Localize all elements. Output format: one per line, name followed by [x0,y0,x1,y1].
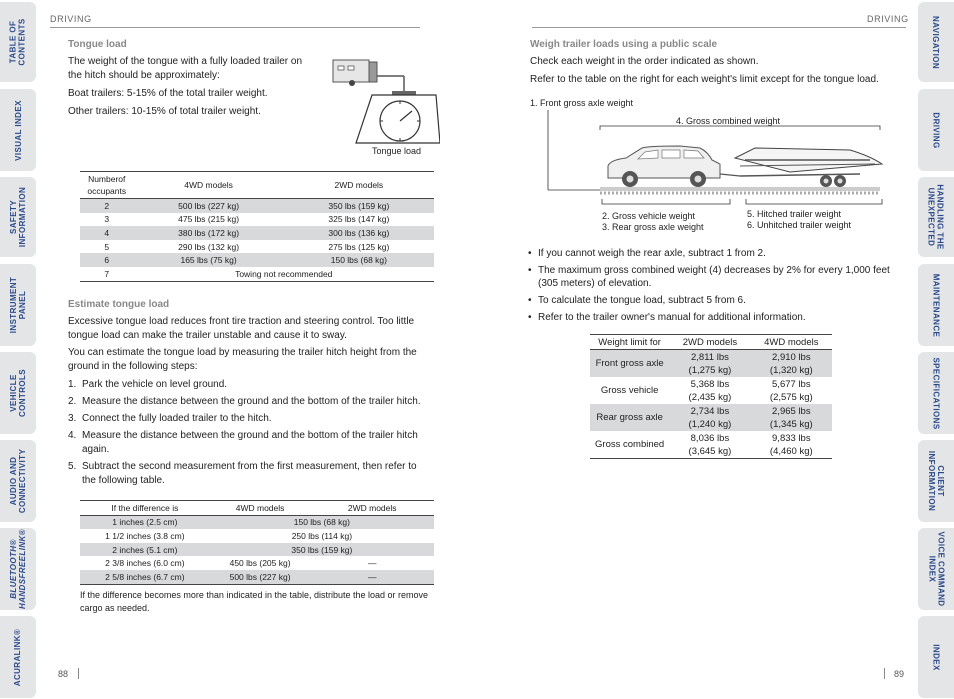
occupants-header: Numberof occupants [80,172,133,199]
boat-trailer-icon [735,148,882,187]
weigh-p1: Check each weight in the order indicated as shown. [530,56,759,67]
table-cell: 6 [80,253,133,267]
table-cell: 2,811 lbs (1,275 kg) [669,350,750,378]
weight-limit-table [590,334,832,459]
difference-footnote: If the difference becomes more than indicated in the table, distribute the load or remove cargo as needed. [80,590,429,613]
right-page-header: DRIVING [867,14,909,24]
list-item: 5. Subtract the second measurement from the first measurement, then refer to the following table. [68,461,417,486]
table-cell: 9,833 lbs (4,460 kg) [751,431,832,459]
4wd-header: 4WD models [133,172,283,199]
hitch-height-difference-table [80,500,434,585]
table-row [590,350,832,378]
list-item: 3. Connect the fully loaded trailer to the hitch. [68,413,272,424]
table-cell: Gross vehicle [600,385,659,396]
table-cell: 5,368 lbs (2,435 kg) [688,378,732,403]
vehicle-trailer-scale-diagram [530,108,902,212]
tab-bluetooth-handsfreelink[interactable]: BLUETOOTH® HANDSFREELINK® [0,528,36,610]
right-section-tabs [918,0,954,699]
table-cell: 500 lbs (227 kg) [133,199,283,213]
tab-client-information[interactable]: CLIENT INFORMATION [918,440,954,522]
2wd-header: 2WD models [284,172,434,199]
label-gross-vehicle-weight: 2. Gross vehicle weight [602,211,696,221]
label-rear-gross-axle-weight: 3. Rear gross axle weight [602,222,704,232]
table-row [590,377,832,404]
left-section-tabs [0,0,36,699]
tab-audio-connectivity[interactable]: AUDIO AND CONNECTIVITY [0,440,36,522]
list-item: • To calculate the tongue load, subtract 5 from 6. [528,294,898,307]
table-cell: 3 [104,214,110,225]
table-row [80,240,434,254]
table-row [590,431,832,459]
tab-table-of-contents[interactable]: TABLE OF CONTENTS [0,2,36,82]
2wd-header: 2WD models [310,501,434,516]
tongue-load-p2: Boat trailers: 5-15% of the total trailer weight. [68,88,268,99]
table-row [80,213,434,227]
tab-visual-index[interactable]: VISUAL INDEX [0,89,36,171]
table-cell: 8,036 lbs (3,645 kg) [669,431,750,459]
table-row [80,226,434,240]
table-cell: 300 lbs (136 kg) [284,226,434,240]
right-header-rule [532,27,906,28]
tab-navigation[interactable]: NAVIGATION [918,2,954,82]
tongue-load-title: Tongue load [68,39,127,50]
weigh-notes-list [528,247,898,328]
tab-maintenance[interactable]: MAINTENANCE [918,264,954,346]
tab-voice-command-index[interactable]: VOICE COMMAND INDEX [918,528,954,610]
table-cell: 1 inches (2.5 cm) [80,515,210,529]
table-cell: 380 lbs (172 kg) [133,226,283,240]
table-row [80,267,434,281]
table-cell: 2,910 lbs (1,320 kg) [751,350,832,378]
table-cell: 4 [80,226,133,240]
page-number-divider [78,668,79,679]
tongue-load-p3: Other trailers: 10-15% of total trailer weight. [68,106,261,117]
table-cell: 350 lbs (159 kg) [210,543,434,557]
table-row [80,529,434,543]
table-row [80,556,434,570]
table-row [80,199,434,213]
label-gross-combined-weight: 4. Gross combined weight [676,116,781,126]
table-cell: 2,734 lbs (1,240 kg) [669,404,750,431]
table-cell: Front gross axle [590,350,669,378]
table-cell: 500 lbs (227 kg) [210,570,311,584]
left-page-header: DRIVING [50,14,92,24]
table-cell: 7 [80,267,133,281]
table-cell: 2,965 lbs (1,345 kg) [751,404,832,431]
table-cell: 290 lbs (132 kg) [178,241,240,252]
2wd-header: 2WD models [669,335,750,350]
weigh-p2: Refer to the table on the right for each weight's limit except for the tongue load. [530,74,879,85]
table-row [80,253,434,267]
tongue-load-figure-caption: Tongue load [372,146,422,156]
table-cell: 5 [104,241,110,252]
table-cell: 325 lbs (147 kg) [328,214,390,225]
tab-specifications[interactable]: SPECIFICATIONS [918,352,954,434]
table-cell: 5,677 lbs (2,575 kg) [769,378,813,403]
table-cell: Gross combined [590,431,669,459]
table-cell: 450 lbs (205 kg) [229,558,291,569]
page-number-divider [884,668,885,679]
left-page-number: 88 [58,669,69,679]
table-cell: — [310,570,434,584]
list-item: 2. Measure the distance between the ground and the bottom of the trailer hitch. [68,396,421,407]
right-page-number: 89 [894,669,905,679]
table-row [80,543,434,557]
list-item: • The maximum gross combined weight (4) decreases by 2% for every 1,000 feet (305 meters) of elevation. [528,264,898,290]
table-cell: 2 3/8 inches (6.0 cm) [105,558,185,569]
table-cell: 150 lbs (68 kg) [284,253,434,267]
table-cell: 1 1/2 inches (3.8 cm) [105,530,185,541]
4wd-header: 4WD models [210,501,311,516]
table-header-row [590,335,832,350]
table-cell: 250 lbs (114 kg) [291,530,353,541]
table-row [80,515,434,529]
table-row [590,404,832,431]
estimate-p1: Excessive tongue load reduces front tire traction and steering control. Too little tongue load can make the trailer unstable and cause it to sway. [68,316,415,341]
tab-driving[interactable]: DRIVING [918,89,954,171]
list-item: • Refer to the trailer owner's manual for additional information. [528,311,898,324]
estimate-tongue-load-title: Estimate tongue load [68,299,170,310]
table-cell: 350 lbs (159 kg) [284,199,434,213]
occupants-tongue-load-table [80,171,434,282]
list-item: 4. Measure the distance between the ground and the bottom of the trailer hitch again. [68,430,418,455]
table-header-row [80,501,434,516]
table-cell: 275 lbs (125 kg) [328,241,390,252]
table-cell: — [367,558,377,569]
table-header-row [80,172,434,199]
tab-handling-the-unexpected[interactable]: HANDLING THE UNEXPECTED [918,177,954,257]
4wd-header: 4WD models [751,335,832,350]
table-cell: 165 lbs (75 kg) [133,253,283,267]
tab-instrument-panel[interactable]: INSTRUMENT PANEL [0,264,36,346]
label-hitched-trailer-weight: 5. Hitched trailer weight [747,209,842,219]
table-cell: 2 5/8 inches (6.7 cm) [80,570,210,584]
table-cell: 475 lbs (215 kg) [178,214,240,225]
label-front-gross-axle-weight: 1. Front gross axle weight [530,98,634,108]
difference-header: If the difference is [80,501,210,516]
left-header-rule [50,27,420,28]
tab-index[interactable]: INDEX [918,616,954,698]
tab-safety-information[interactable]: SAFETY INFORMATION [0,177,36,257]
table-row [80,570,434,584]
table-cell: 150 lbs (68 kg) [210,515,434,529]
tab-acuralink[interactable]: ACURALINK® [0,616,36,698]
list-item: • If you cannot weigh the rear axle, subtract 1 from 2. [528,247,898,260]
label-unhitched-trailer-weight: 6. Unhitched trailer weight [747,220,852,230]
table-cell: Towing not recommended [133,267,434,281]
table-cell: 2 inches (5.1 cm) [80,543,210,557]
estimate-p2: You can estimate the tongue load by measuring the trailer hitch height from the ground in the following steps: [68,347,417,372]
tongue-load-p1: The weight of the tongue with a fully loaded trailer on the hitch should be approximately: [68,56,303,81]
suv-icon [608,146,720,187]
weigh-trailer-title: Weigh trailer loads using a public scale [530,39,718,50]
tab-vehicle-controls[interactable]: VEHICLE CONTROLS [0,352,36,434]
weight-limit-header: Weight limit for [590,335,669,350]
table-cell: Rear gross axle [590,404,669,431]
estimate-steps-list [68,378,433,491]
tongue-load-scale-illustration [330,55,440,155]
list-item: 1. Park the vehicle on level ground. [68,379,228,390]
table-cell: 2 [80,199,133,213]
